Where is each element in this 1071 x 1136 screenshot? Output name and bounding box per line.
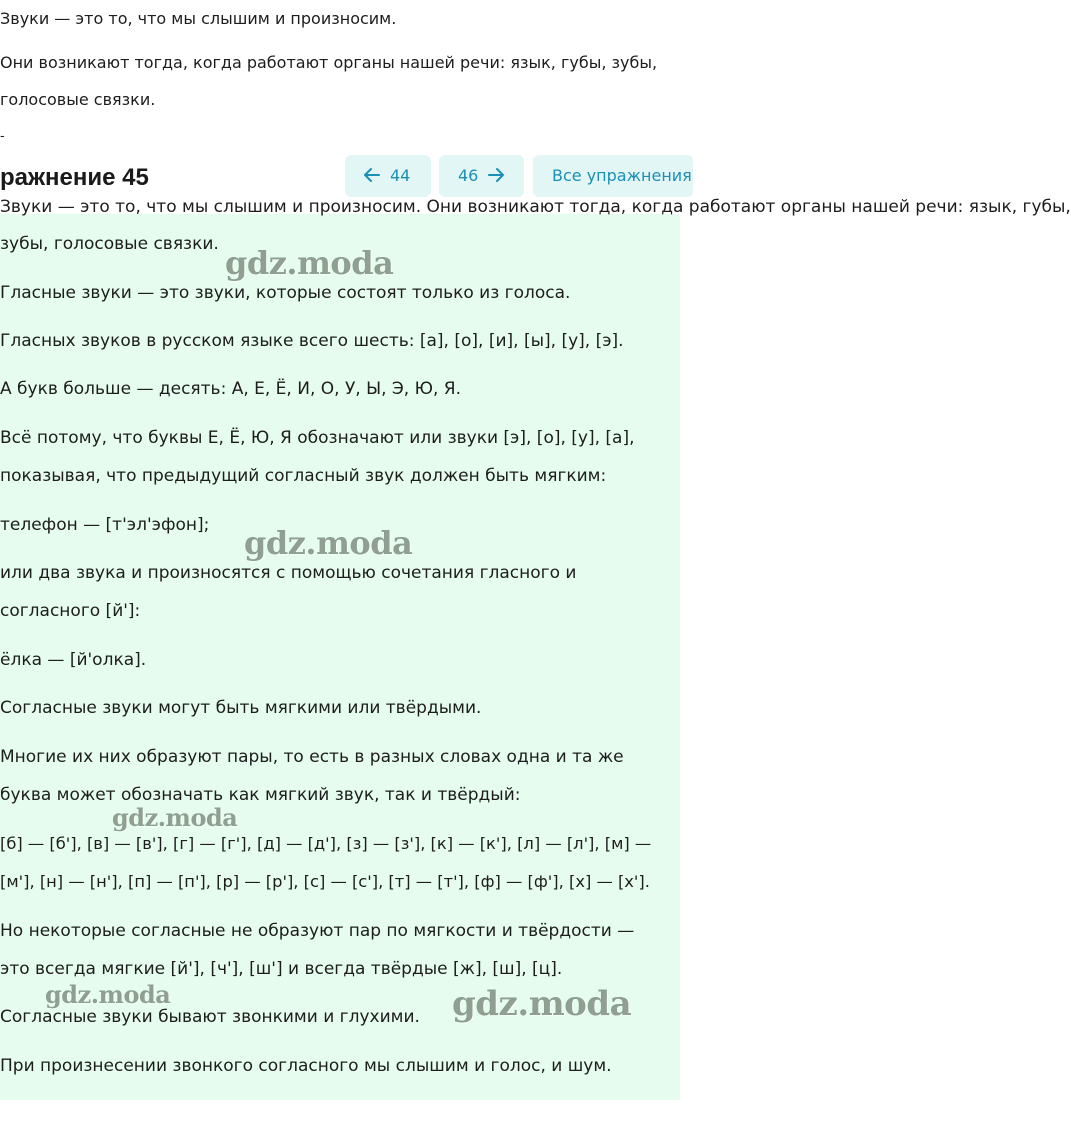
- intro-line: Они возникают тогда, когда работают органы нашей речи: язык, губы, зубы,: [0, 53, 658, 72]
- answer-line: показывая, что предыдущий согласный звук должен быть мягким:: [0, 466, 607, 486]
- prev-exercise-label: 44: [390, 166, 411, 185]
- answer-line: Многие их них образуют пары, то есть в разных словах одна и та же: [0, 747, 624, 767]
- answer-line: ёлка — [й'олка].: [0, 650, 147, 670]
- answer-block: [0, 197, 1071, 1100]
- intro-line: Звуки — это то, что мы слышим и произносим.: [0, 9, 397, 28]
- answer-line: Гласных звуков в русском языке всего шесть: [а], [о], [и], [ы], [у], [э].: [0, 331, 624, 351]
- answer-line: зубы, голосовые связки.: [0, 234, 219, 254]
- prev-exercise-button[interactable]: [345, 155, 431, 197]
- next-exercise-label: 46: [458, 166, 479, 185]
- exercise-title: ражнение 45: [0, 164, 149, 191]
- next-exercise-button[interactable]: [439, 155, 524, 197]
- all-exercises-button[interactable]: [533, 155, 693, 197]
- answer-line: [м'], [н] — [н'], [п] — [п'], [р] — [р'], [с] — [с'], [т] — [т'], [ф] — [ф'], [х] — [х'].: [0, 872, 650, 891]
- answer-line: Но некоторые согласные не образуют пар по мягкости и твёрдости —: [0, 921, 635, 941]
- answer-line: телефон — [т'эл'эфон];: [0, 515, 210, 535]
- watermark: gdz.moda: [452, 984, 632, 1024]
- answer-line: Согласные звуки могут быть мягкими или твёрдыми.: [0, 698, 482, 718]
- watermark: gdz.moda: [45, 980, 171, 1009]
- watermark: gdz.moda: [225, 244, 394, 282]
- answer-line: Гласные звуки — это звуки, которые состоят только из голоса.: [0, 283, 571, 303]
- intro-line: голосовые связки.: [0, 90, 156, 109]
- answer-line: это всегда мягкие [й'], [ч'], [ш'] и всегда твёрдые [ж], [ш], [ц].: [0, 959, 563, 979]
- answer-cut-line: Звуки — это то, что мы слышим и произносим. Они возникают тогда, когда работают органы нашей речи: язык, губы,: [0, 197, 1071, 217]
- answer-line: или два звука и произносятся с помощью сочетания гласного и: [0, 563, 577, 583]
- answer-line: согласного [й']:: [0, 601, 141, 621]
- watermark: gdz.moda: [112, 803, 238, 832]
- answer-line: А букв больше — десять: А, Е, Ё, И, О, У, Ы, Э, Ю, Я.: [0, 379, 461, 399]
- intro-dash: -: [0, 129, 5, 144]
- answer-line: Согласные звуки бывают звонкими и глухими.: [0, 1007, 420, 1027]
- watermark: gdz.moda: [244, 524, 413, 562]
- answer-line: Всё потому, что буквы Е, Ё, Ю, Я обозначают или звуки [э], [о], [у], [а],: [0, 428, 635, 448]
- all-exercises-label: Все упражнения: [552, 166, 692, 185]
- answer-line: буква может обозначать как мягкий звук, так и твёрдый:: [0, 785, 521, 805]
- answer-line: При произнесении звонкого согласного мы слышим и голос, и шум.: [0, 1056, 612, 1076]
- answer-line: [б] — [б'], [в] — [в'], [г] — [г'], [д] — [д'], [з] — [з'], [к] — [к'], [л] — [л'], [м] —: [0, 834, 652, 853]
